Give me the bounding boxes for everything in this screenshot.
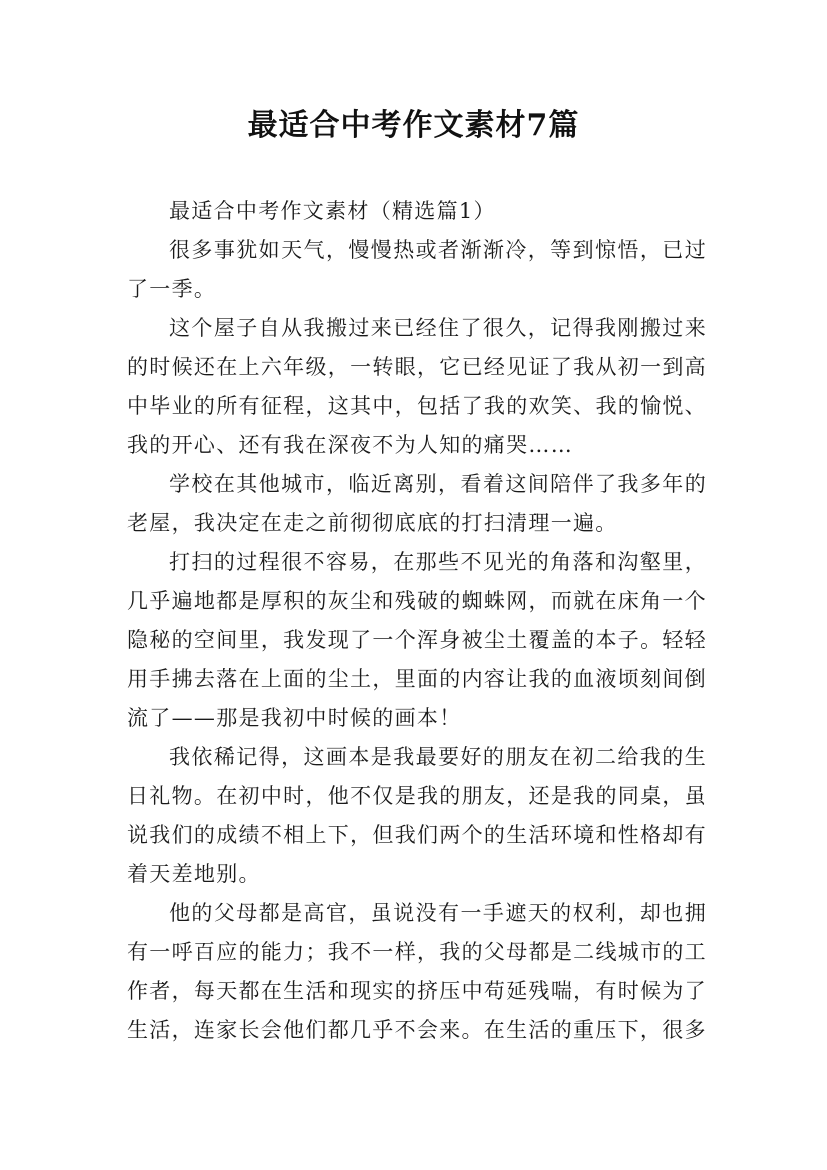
section-heading: 最适合中考作文素材（精选篇1）: [169, 199, 496, 223]
document-body: [127, 192, 707, 1050]
paragraph: 学校在其他城市，临近离别，看着这间陪伴了我多年的老屋，我决定在走之前彻彻底底的打扫清理一遍。: [127, 472, 707, 535]
paragraph: 这个屋子自从我搬过来已经住了很久，记得我刚搬过来的时候还在上六年级，一转眼，它已经见证了我从初一到高中毕业的所有征程，这其中，包括了我的欢笑、我的愉悦、我的开心、还有我在深夜不为人知的痛哭……: [127, 316, 707, 457]
document-title: 最适合中考作文素材7篇: [247, 108, 580, 143]
paragraph: 我依稀记得，这画本是我最要好的朋友在初二给我的生日礼物。在初中时，他不仅是我的朋友，还是我的同桌，虽说我们的成绩不相上下，但我们两个的生活环境和性格却有着天差地别。: [127, 745, 707, 886]
paragraph: 很多事犹如天气，慢慢热或者渐渐冷，等到惊悟，已过了一季。: [127, 238, 707, 301]
paragraph: 他的父母都是高官，虽说没有一手遮天的权利，却也拥有一呼百应的能力；我不一样，我的父母都是二线城市的工作者，每天都在生活和现实的挤压中苟延残喘，有时候为了生活，连家长会他们都几乎不会来。在生活的重压下，很多: [127, 901, 707, 1042]
paragraph: 打扫的过程很不容易，在那些不见光的角落和沟壑里，几乎遍地都是厚积的灰尘和残破的蜘蛛网，而就在床角一个隐秘的空间里，我发现了一个浑身被尘土覆盖的本子。轻轻用手拂去落在上面的尘土，里面的内容让我的血液顷刻间倒流了——那是我初中时候的画本！: [127, 550, 707, 730]
